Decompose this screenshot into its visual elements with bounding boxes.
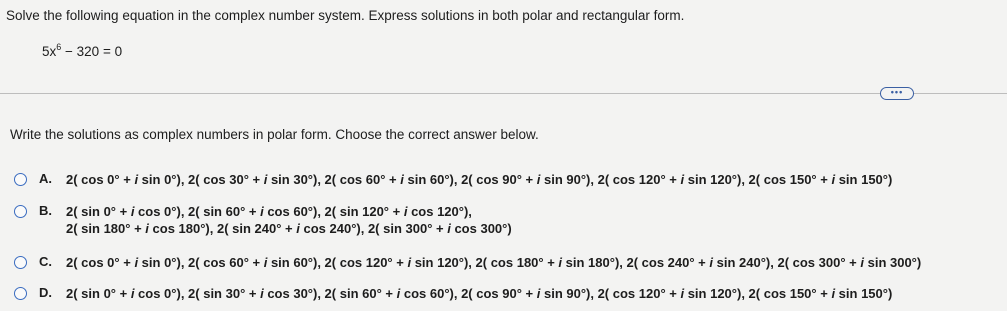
question-prompt: Solve the following equation in the complex number system. Express solutions in both polar and rectangular form.: [6, 8, 685, 23]
equation-exponent: 6: [56, 42, 62, 52]
option-letter: C.: [39, 254, 52, 269]
option-text: [66, 203, 512, 237]
option-line: 2( cos 0° + i sin 0°), 2( cos 30° + i sin 30°), 2( cos 60° + i sin 60°), 2( cos 90° + i sin 90°), 2( cos 120° + i sin 120°), 2( cos 150° + i sin 150°): [66, 172, 893, 187]
option-letter: D.: [39, 285, 52, 300]
part-instruction: Write the solutions as complex numbers in polar form. Choose the correct answer below.: [10, 127, 539, 142]
option-text: [66, 171, 892, 188]
option-line: 2( sin 0° + i cos 0°), 2( sin 60° + i cos 60°), 2( sin 120° + i cos 120°),: [66, 204, 472, 219]
radio-button-d[interactable]: [14, 287, 27, 300]
radio-button-b[interactable]: [14, 205, 27, 218]
option-letter: B.: [39, 203, 52, 218]
option-letter: A.: [39, 171, 52, 186]
option-line: 2( sin 0° + i cos 0°), 2( sin 30° + i cos 30°), 2( sin 60° + i cos 60°), 2( cos 90° + i sin 90°), 2( cos 120° + i sin 120°), 2( cos 150° + i sin 150°): [66, 286, 893, 301]
radio-button-a[interactable]: [14, 173, 27, 186]
equation-rest: − 320 = 0: [61, 44, 123, 59]
section-divider: [0, 93, 1007, 94]
option-line: 2( cos 0° + i sin 0°), 2( cos 60° + i sin 60°), 2( cos 120° + i sin 120°), 2( cos 180° + i sin 180°), 2( cos 240° + i sin 240°), 2( cos 300° + i sin 300°): [66, 255, 922, 270]
option-text: [66, 254, 921, 271]
equation-term: 5x: [42, 44, 57, 59]
option-line: 2( sin 180° + i cos 180°), 2( sin 240° + i cos 240°), 2( sin 300° + i cos 300°): [66, 221, 512, 236]
equation: [42, 42, 122, 59]
radio-button-c[interactable]: [14, 256, 27, 269]
more-options-button[interactable]: •••: [880, 87, 914, 100]
option-text: [66, 285, 892, 302]
